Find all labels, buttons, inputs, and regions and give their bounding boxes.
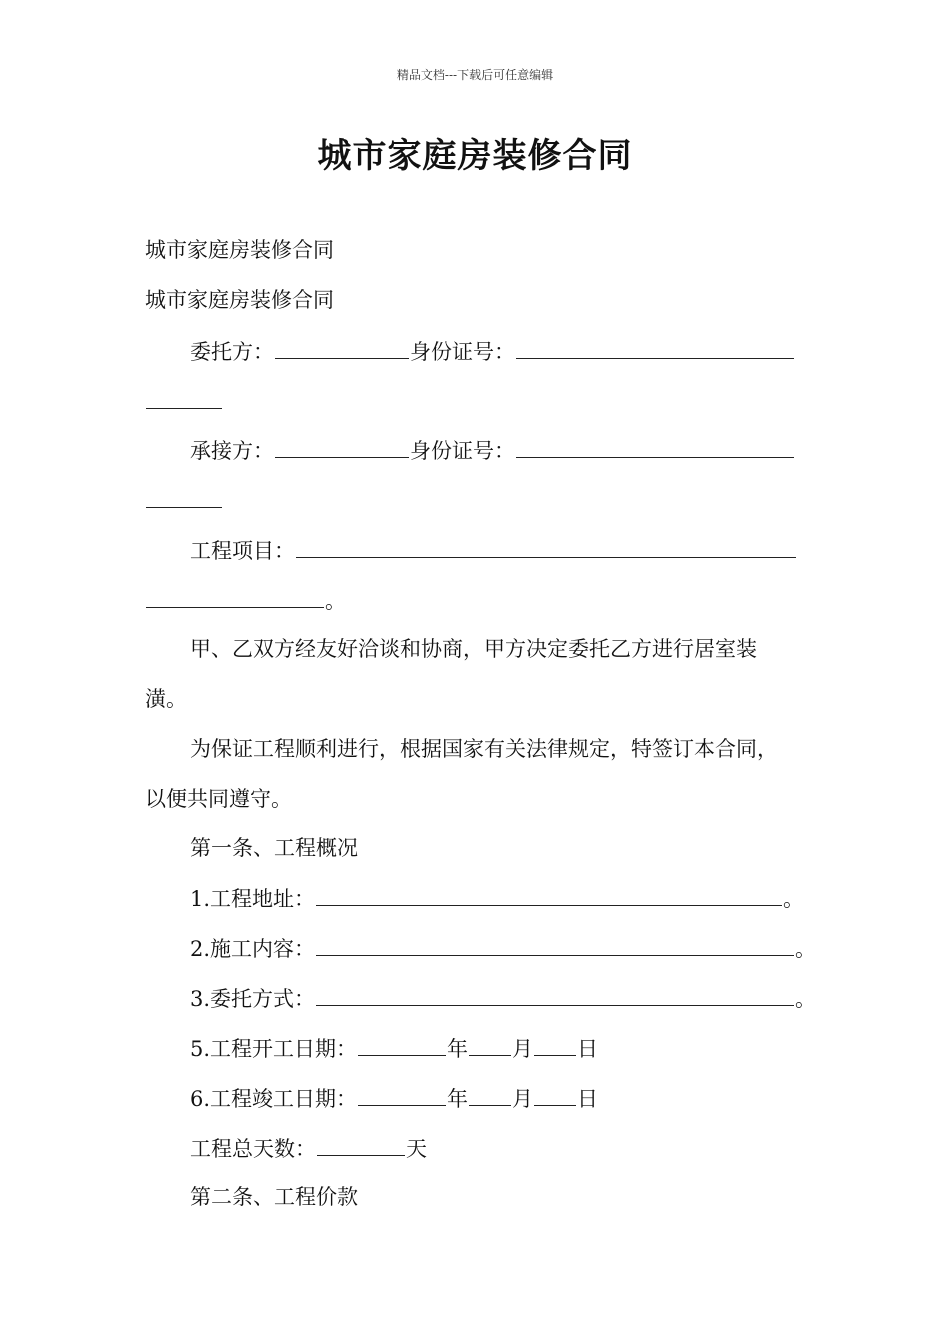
- client-id-continue-row: [145, 386, 223, 417]
- end-year-unit: 年: [447, 1087, 469, 1111]
- article-2-heading: 第二条、工程价款: [190, 1185, 358, 1209]
- method-row: [190, 983, 816, 1014]
- client-label: 委托方：: [190, 340, 274, 364]
- client-id-blank-continued[interactable]: [146, 386, 222, 409]
- document-title: 城市家庭房装修合同: [317, 136, 633, 176]
- project-label: 工程项目：: [190, 539, 295, 563]
- end-day-unit: 日: [577, 1087, 599, 1111]
- method-blank[interactable]: [316, 983, 794, 1006]
- client-id-label: 身份证号：: [410, 340, 515, 364]
- project-continue-row: [145, 585, 346, 616]
- paragraph-2-line-2: 以便共同遵守。: [145, 787, 292, 811]
- project-period: 。: [325, 589, 346, 613]
- method-period: 。: [795, 987, 817, 1011]
- address-label: 1.工程地址：: [190, 887, 316, 911]
- start-month-unit: 月: [512, 1037, 534, 1061]
- contractor-id-label: 身份证号：: [410, 439, 515, 463]
- start-date-row: [190, 1033, 598, 1064]
- end-year-blank[interactable]: [358, 1083, 446, 1106]
- content-row: [190, 933, 816, 964]
- subtitle-1: 城市家庭房装修合同: [145, 238, 334, 262]
- contractor-id-blank-continued[interactable]: [146, 485, 222, 508]
- contractor-name-blank[interactable]: [275, 435, 409, 458]
- end-month-unit: 月: [512, 1087, 534, 1111]
- address-period: 。: [783, 887, 805, 911]
- paragraph-2-line-1: 为保证工程顺利进行，根据国家有关法律规定，特签订本合同，: [190, 737, 778, 761]
- client-row: [190, 336, 795, 367]
- article-1-heading: 第一条、工程概况: [190, 836, 358, 860]
- paragraph-1-line-1: 甲、乙双方经友好洽谈和协商，甲方决定委托乙方进行居室装: [190, 637, 757, 661]
- client-name-blank[interactable]: [275, 336, 409, 359]
- address-blank[interactable]: [316, 883, 782, 906]
- end-month-blank[interactable]: [469, 1083, 511, 1106]
- total-days-label: 工程总天数：: [190, 1137, 316, 1161]
- project-row: [190, 535, 797, 566]
- start-month-blank[interactable]: [469, 1033, 511, 1056]
- address-row: [190, 883, 804, 914]
- start-year-unit: 年: [447, 1037, 469, 1061]
- start-year-blank[interactable]: [358, 1033, 446, 1056]
- contractor-id-blank[interactable]: [516, 435, 794, 458]
- method-label: 3.委托方式：: [190, 987, 316, 1011]
- end-date-row: [190, 1083, 598, 1114]
- content-blank[interactable]: [316, 933, 794, 956]
- start-day-blank[interactable]: [534, 1033, 576, 1056]
- start-date-label: 5.工程开工日期：: [190, 1037, 358, 1061]
- total-days-row: [190, 1133, 427, 1164]
- end-day-blank[interactable]: [534, 1083, 576, 1106]
- total-days-blank[interactable]: [317, 1133, 405, 1156]
- content-label: 2.施工内容：: [190, 937, 316, 961]
- client-id-blank[interactable]: [516, 336, 794, 359]
- content-period: 。: [795, 937, 817, 961]
- paragraph-1-line-2: 潢。: [145, 687, 187, 711]
- start-day-unit: 日: [577, 1037, 599, 1061]
- end-date-label: 6.工程竣工日期：: [190, 1087, 358, 1111]
- contractor-label: 承接方：: [190, 439, 274, 463]
- contractor-id-continue-row: [145, 485, 223, 516]
- subtitle-2: 城市家庭房装修合同: [145, 288, 334, 312]
- page-header: 精品文档---下载后可任意编辑: [396, 68, 554, 82]
- project-blank[interactable]: [296, 535, 796, 558]
- contractor-row: [190, 435, 795, 466]
- total-days-unit: 天: [406, 1137, 427, 1161]
- project-blank-continued[interactable]: [146, 585, 324, 608]
